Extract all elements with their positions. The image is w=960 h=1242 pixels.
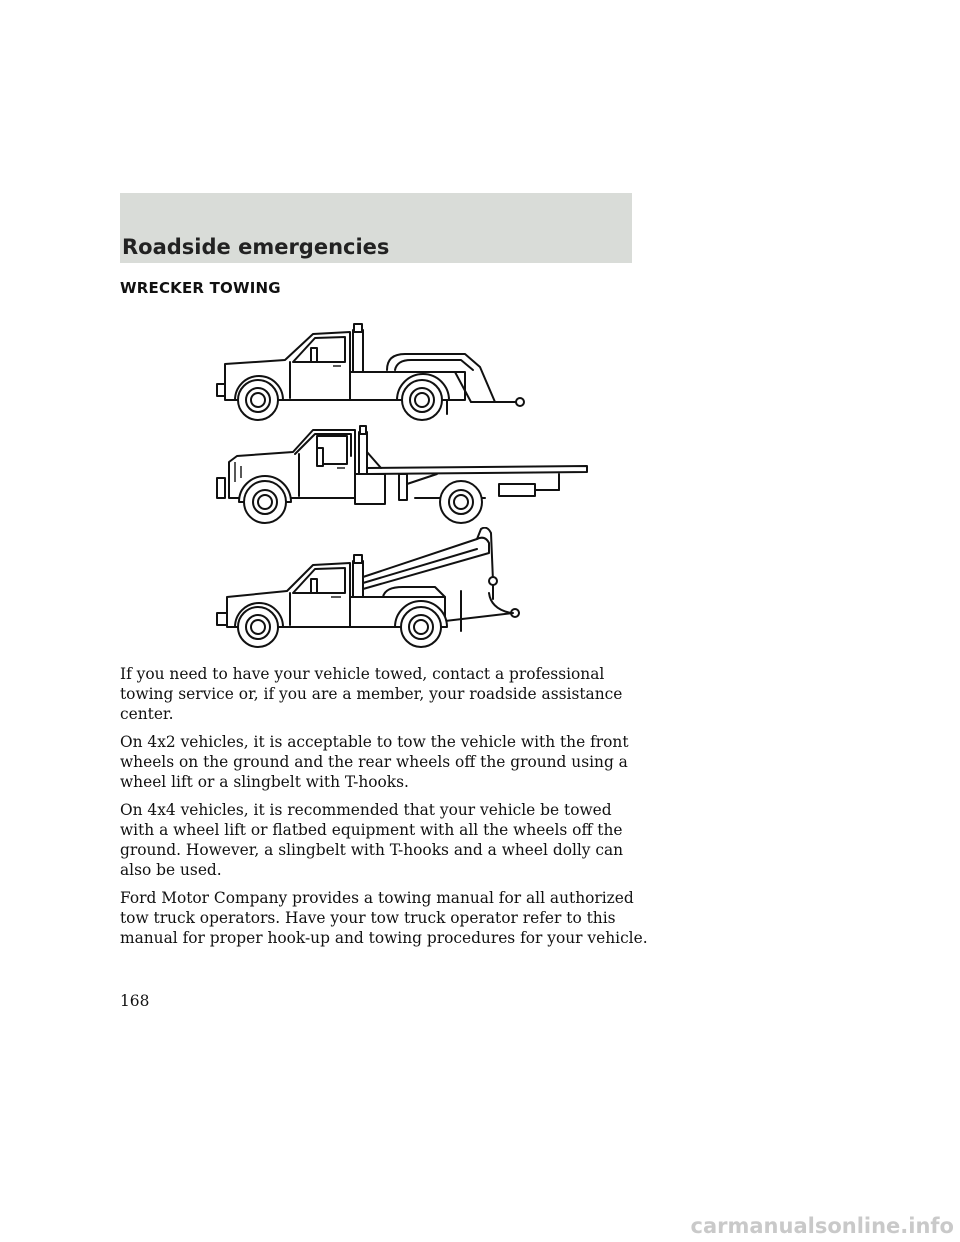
paragraph: On 4x4 vehicles, it is recommended that your vehicle be towed with a wheel lift or flatbed equipment with all the wheels off the ground. However, a slingbelt with T-hooks and a wheel dolly can also be used.: [120, 801, 624, 879]
body-text: [120, 664, 650, 956]
paragraph: If you need to have your vehicle towed, contact a professional towing service or, if you are a member, your roadside assistance center.: [120, 665, 623, 723]
wheel-lift-tow-truck-illustration: [215, 322, 530, 422]
page-number: 168: [120, 992, 150, 1010]
section-heading: WRECKER TOWING: [120, 279, 281, 297]
paragraph: Ford Motor Company provides a towing manual for all authorized tow truck operators. Have your tow truck operator refer to this manual for proper hook-up and towing procedures for your vehicle.: [120, 889, 648, 947]
watermark: carmanualsonline.info: [690, 1214, 954, 1238]
page-title: Roadside emergencies: [122, 235, 390, 259]
boom-wrecker-tow-truck-illustration: [215, 527, 525, 649]
paragraph: On 4x2 vehicles, it is acceptable to tow the vehicle with the front wheels on the ground and the rear wheels off the ground using a wheel lift or a slingbelt with T-hooks.: [120, 733, 629, 791]
flatbed-tow-truck-illustration: [215, 422, 590, 527]
